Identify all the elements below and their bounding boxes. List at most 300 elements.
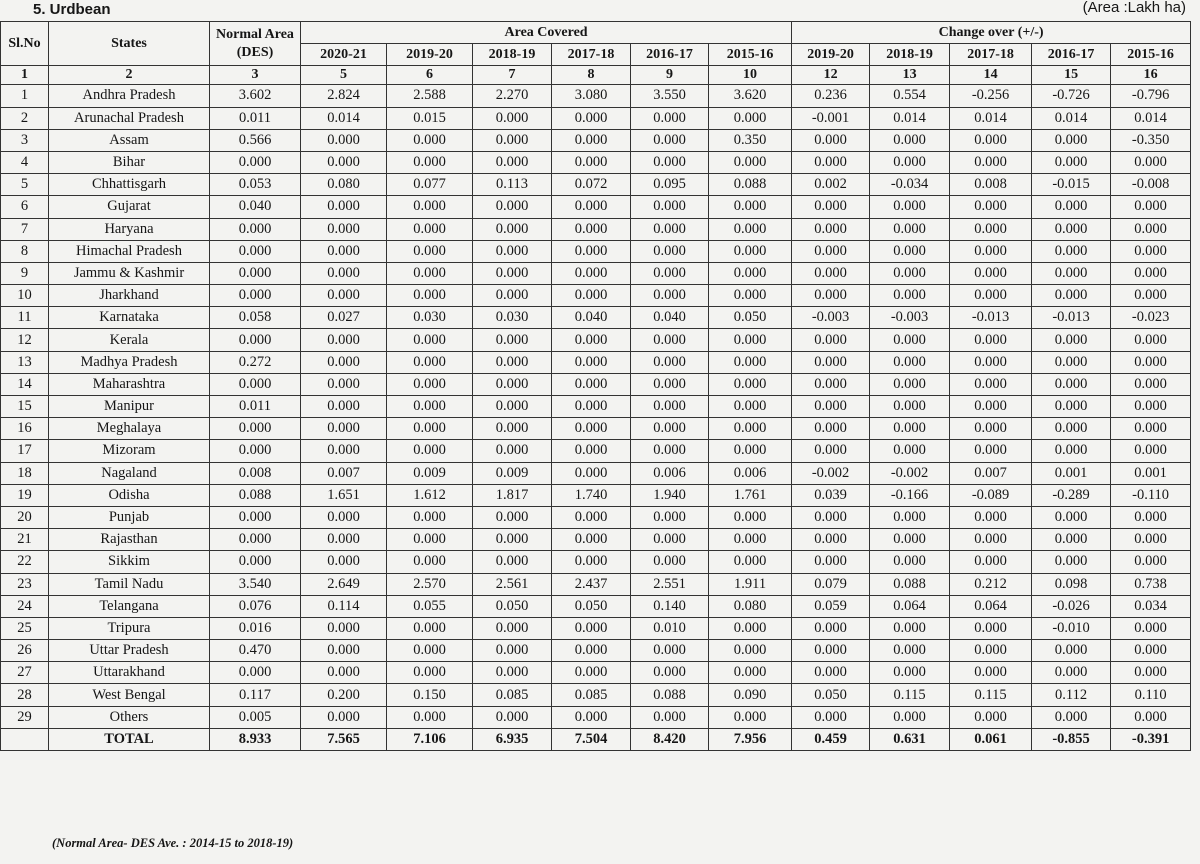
column-number: 3 (210, 66, 301, 85)
value-cell: 0.000 (1032, 373, 1111, 395)
value-cell: 0.000 (870, 506, 950, 528)
value-cell: 0.000 (950, 706, 1032, 728)
column-number: 2 (49, 66, 210, 85)
header-states: States (49, 22, 210, 66)
value-cell: 0.000 (1111, 706, 1191, 728)
value-cell: 0.000 (552, 329, 631, 351)
table-row (1, 285, 1191, 307)
value-cell: 0.000 (210, 440, 301, 462)
value-cell: 0.000 (631, 640, 709, 662)
value-cell: 0.000 (870, 240, 950, 262)
value-cell: 0.006 (631, 462, 709, 484)
footnote: (Normal Area- DES Ave. : 2014-15 to 2018-19) (52, 836, 294, 850)
header-change-year: 2015-16 (1111, 44, 1191, 66)
value-cell: 1.911 (709, 573, 792, 595)
sl-no-cell: 2 (1, 107, 49, 129)
value-cell: 0.000 (473, 662, 552, 684)
value-cell: 0.000 (552, 396, 631, 418)
value-cell: 0.000 (792, 196, 870, 218)
value-cell: 0.000 (631, 706, 709, 728)
value-cell: 0.000 (1111, 640, 1191, 662)
value-cell: 0.072 (552, 174, 631, 196)
value-cell: -0.002 (870, 462, 950, 484)
value-cell: 0.117 (210, 684, 301, 706)
value-cell: 0.000 (301, 196, 387, 218)
value-cell: 0.088 (631, 684, 709, 706)
value-cell: 0.000 (709, 706, 792, 728)
value-cell: 1.612 (387, 484, 473, 506)
value-cell: 0.007 (301, 462, 387, 484)
value-cell: 0.000 (473, 396, 552, 418)
value-cell: 0.000 (950, 240, 1032, 262)
value-cell: 0.000 (210, 529, 301, 551)
column-number: 14 (950, 66, 1032, 85)
value-cell: 0.007 (950, 462, 1032, 484)
state-name-cell: West Bengal (49, 684, 210, 706)
value-cell: 8.933 (210, 728, 301, 750)
value-cell: 0.076 (210, 595, 301, 617)
value-cell: 0.000 (473, 151, 552, 173)
value-cell: 0.000 (792, 351, 870, 373)
value-cell: 0.566 (210, 129, 301, 151)
header-area-year: 2020-21 (301, 44, 387, 66)
state-name-cell: Uttar Pradesh (49, 640, 210, 662)
value-cell: 0.000 (301, 529, 387, 551)
value-cell: 0.000 (631, 351, 709, 373)
value-cell: 0.000 (792, 617, 870, 639)
value-cell: 0.000 (387, 529, 473, 551)
value-cell: 0.000 (552, 262, 631, 284)
value-cell: -0.256 (950, 85, 1032, 107)
value-cell: 3.550 (631, 85, 709, 107)
value-cell: -0.026 (1032, 595, 1111, 617)
value-cell: 0.000 (950, 640, 1032, 662)
header-area-year: 2016-17 (631, 44, 709, 66)
sl-no-cell: 10 (1, 285, 49, 307)
header-change-year: 2018-19 (870, 44, 950, 66)
value-cell: 0.000 (552, 373, 631, 395)
value-cell: 2.570 (387, 573, 473, 595)
state-name-cell: Nagaland (49, 462, 210, 484)
value-cell: 0.000 (631, 418, 709, 440)
sl-no-cell: 18 (1, 462, 49, 484)
value-cell: 0.000 (301, 373, 387, 395)
value-cell: 0.000 (1032, 329, 1111, 351)
value-cell: 0.000 (792, 551, 870, 573)
value-cell: 0.000 (210, 506, 301, 528)
value-cell: 0.000 (792, 240, 870, 262)
value-cell: 0.000 (870, 329, 950, 351)
sl-no-cell: 12 (1, 329, 49, 351)
value-cell: 0.000 (709, 551, 792, 573)
value-cell: -0.089 (950, 484, 1032, 506)
value-cell: -0.010 (1032, 617, 1111, 639)
value-cell: -0.002 (792, 462, 870, 484)
sl-no-cell: 24 (1, 595, 49, 617)
table-row (1, 573, 1191, 595)
value-cell: 0.010 (631, 617, 709, 639)
state-name-cell: Manipur (49, 396, 210, 418)
value-cell: 0.459 (792, 728, 870, 750)
table-row (1, 85, 1191, 107)
value-cell: 0.000 (631, 329, 709, 351)
value-cell: 0.000 (210, 551, 301, 573)
value-cell: 0.000 (792, 151, 870, 173)
value-cell: 8.420 (631, 728, 709, 750)
value-cell: 0.000 (301, 218, 387, 240)
value-cell: 0.079 (792, 573, 870, 595)
value-cell: 0.061 (950, 728, 1032, 750)
value-cell: 0.000 (870, 262, 950, 284)
value-cell: 3.620 (709, 85, 792, 107)
value-cell: 0.000 (792, 218, 870, 240)
value-cell: 0.000 (1032, 285, 1111, 307)
section-title: 5. Urdbean (33, 1, 111, 18)
value-cell: 0.008 (210, 462, 301, 484)
value-cell: 0.000 (1032, 640, 1111, 662)
value-cell: 0.000 (1032, 351, 1111, 373)
header-area-year: 2017-18 (552, 44, 631, 66)
value-cell: 0.000 (473, 440, 552, 462)
value-cell: 0.053 (210, 174, 301, 196)
value-cell: 0.000 (870, 218, 950, 240)
sl-no-cell (1, 728, 49, 750)
value-cell: 0.000 (552, 617, 631, 639)
value-cell: 0.000 (1032, 196, 1111, 218)
value-cell: -0.008 (1111, 174, 1191, 196)
table-row (1, 218, 1191, 240)
value-cell: 0.000 (387, 151, 473, 173)
value-cell: 0.090 (709, 684, 792, 706)
value-cell: 0.000 (1111, 351, 1191, 373)
value-cell: 0.000 (631, 240, 709, 262)
value-cell: 0.000 (631, 440, 709, 462)
value-cell: 0.080 (709, 595, 792, 617)
value-cell: 0.000 (387, 129, 473, 151)
value-cell: 0.000 (387, 218, 473, 240)
header-change-over: Change over (+/-) (792, 22, 1191, 44)
value-cell: 0.000 (709, 262, 792, 284)
value-cell: 0.000 (870, 662, 950, 684)
value-cell: 0.000 (473, 329, 552, 351)
table-row (1, 706, 1191, 728)
state-name-cell: Telangana (49, 595, 210, 617)
value-cell: 0.000 (1032, 506, 1111, 528)
value-cell: 0.000 (210, 285, 301, 307)
table-row (1, 440, 1191, 462)
state-name-cell: Mizoram (49, 440, 210, 462)
value-cell: 0.000 (301, 662, 387, 684)
value-cell: 0.000 (1032, 418, 1111, 440)
value-cell: 0.000 (387, 418, 473, 440)
state-name-cell: Kerala (49, 329, 210, 351)
table-row (1, 684, 1191, 706)
value-cell: 0.000 (950, 373, 1032, 395)
value-cell: 7.956 (709, 728, 792, 750)
value-cell: 0.000 (387, 240, 473, 262)
value-cell: 0.000 (473, 351, 552, 373)
table-row (1, 174, 1191, 196)
value-cell: 0.011 (210, 107, 301, 129)
sl-no-cell: 9 (1, 262, 49, 284)
value-cell: 0.000 (552, 351, 631, 373)
value-cell: 0.000 (1111, 662, 1191, 684)
table-row (1, 373, 1191, 395)
state-name-cell: Karnataka (49, 307, 210, 329)
value-cell: 0.000 (301, 240, 387, 262)
header-change-year: 2016-17 (1032, 44, 1111, 66)
state-name-cell: Punjab (49, 506, 210, 528)
value-cell: 0.000 (950, 617, 1032, 639)
value-cell: 0.000 (792, 373, 870, 395)
value-cell: 0.114 (301, 595, 387, 617)
value-cell: 0.000 (473, 196, 552, 218)
value-cell: 3.602 (210, 85, 301, 107)
value-cell: 0.000 (870, 706, 950, 728)
sl-no-cell: 6 (1, 196, 49, 218)
sl-no-cell: 3 (1, 129, 49, 151)
value-cell: 0.030 (473, 307, 552, 329)
state-name-cell: Bihar (49, 151, 210, 173)
header-area-covered: Area Covered (301, 22, 792, 44)
state-name-cell: Gujarat (49, 196, 210, 218)
table-row (1, 617, 1191, 639)
value-cell: 0.000 (552, 196, 631, 218)
value-cell: 0.000 (1111, 262, 1191, 284)
value-cell: 0.000 (1032, 218, 1111, 240)
value-cell: 0.000 (301, 418, 387, 440)
sl-no-cell: 7 (1, 218, 49, 240)
value-cell: 0.000 (1111, 551, 1191, 573)
value-cell: 0.000 (950, 551, 1032, 573)
value-cell: 0.738 (1111, 573, 1191, 595)
value-cell: 0.000 (387, 706, 473, 728)
value-cell: -0.726 (1032, 85, 1111, 107)
sl-no-cell: 17 (1, 440, 49, 462)
table-row (1, 595, 1191, 617)
value-cell: 0.000 (792, 662, 870, 684)
value-cell: 0.000 (792, 506, 870, 528)
value-cell: 0.000 (950, 151, 1032, 173)
value-cell: 0.000 (709, 506, 792, 528)
sl-no-cell: 26 (1, 640, 49, 662)
value-cell: 0.112 (1032, 684, 1111, 706)
value-cell: 0.000 (709, 240, 792, 262)
value-cell: 3.540 (210, 573, 301, 595)
value-cell: 0.015 (387, 107, 473, 129)
value-cell: 0.000 (210, 240, 301, 262)
value-cell: 0.000 (301, 129, 387, 151)
value-cell: 0.000 (1111, 240, 1191, 262)
state-name-cell: Madhya Pradesh (49, 351, 210, 373)
value-cell: 0.000 (473, 529, 552, 551)
value-cell: 0.000 (1032, 240, 1111, 262)
value-cell: 0.000 (631, 373, 709, 395)
value-cell: 0.000 (552, 640, 631, 662)
table-row (1, 551, 1191, 573)
value-cell: 7.106 (387, 728, 473, 750)
value-cell: 1.940 (631, 484, 709, 506)
value-cell: 0.000 (473, 706, 552, 728)
value-cell: 0.064 (870, 595, 950, 617)
value-cell: 0.000 (631, 529, 709, 551)
value-cell: 0.000 (1111, 218, 1191, 240)
value-cell: 0.350 (709, 129, 792, 151)
column-number: 12 (792, 66, 870, 85)
column-number: 15 (1032, 66, 1111, 85)
state-name-cell: Odisha (49, 484, 210, 506)
sl-no-cell: 20 (1, 506, 49, 528)
column-number: 6 (387, 66, 473, 85)
value-cell: 0.000 (473, 418, 552, 440)
value-cell: 0.000 (950, 262, 1032, 284)
state-name-cell: Sikkim (49, 551, 210, 573)
value-cell: 1.740 (552, 484, 631, 506)
value-cell: 0.000 (709, 529, 792, 551)
value-cell: 0.000 (301, 706, 387, 728)
value-cell: 0.150 (387, 684, 473, 706)
value-cell: 0.470 (210, 640, 301, 662)
value-cell: 0.000 (387, 551, 473, 573)
value-cell: 0.000 (870, 129, 950, 151)
value-cell: 0.000 (210, 373, 301, 395)
value-cell: 0.000 (387, 396, 473, 418)
value-cell: 0.000 (1032, 396, 1111, 418)
value-cell: 0.000 (1111, 396, 1191, 418)
value-cell: 0.000 (870, 617, 950, 639)
state-name-cell: Chhattisgarh (49, 174, 210, 196)
value-cell: 0.554 (870, 85, 950, 107)
value-cell: 0.000 (709, 151, 792, 173)
value-cell: 0.000 (301, 329, 387, 351)
value-cell: 0.088 (709, 174, 792, 196)
value-cell: 0.000 (552, 218, 631, 240)
table-row (1, 462, 1191, 484)
header-change-year: 2019-20 (792, 44, 870, 66)
value-cell: 0.000 (870, 151, 950, 173)
value-cell: 0.000 (709, 218, 792, 240)
sl-no-cell: 4 (1, 151, 49, 173)
column-number: 8 (552, 66, 631, 85)
value-cell: -0.110 (1111, 484, 1191, 506)
value-cell: 0.000 (709, 617, 792, 639)
value-cell: 0.000 (210, 662, 301, 684)
urdbean-area-table (0, 21, 1191, 751)
value-cell: 0.009 (473, 462, 552, 484)
state-name-cell: Uttarakhand (49, 662, 210, 684)
sl-no-cell: 27 (1, 662, 49, 684)
value-cell: 0.000 (1111, 196, 1191, 218)
state-name-cell: Haryana (49, 218, 210, 240)
value-cell: 0.000 (792, 440, 870, 462)
value-cell: 0.000 (631, 218, 709, 240)
value-cell: 0.000 (709, 440, 792, 462)
value-cell: 0.006 (709, 462, 792, 484)
value-cell: 3.080 (552, 85, 631, 107)
value-cell: 0.000 (552, 662, 631, 684)
value-cell: 0.000 (1032, 706, 1111, 728)
table-row (1, 396, 1191, 418)
state-name-cell: Jharkhand (49, 285, 210, 307)
value-cell: 0.000 (792, 396, 870, 418)
sl-no-cell: 21 (1, 529, 49, 551)
value-cell: 0.000 (387, 262, 473, 284)
value-cell: 0.050 (709, 307, 792, 329)
value-cell: 0.000 (792, 706, 870, 728)
value-cell: 0.088 (870, 573, 950, 595)
column-number: 13 (870, 66, 950, 85)
value-cell: 0.000 (631, 506, 709, 528)
value-cell: 0.000 (1111, 506, 1191, 528)
table-row (1, 662, 1191, 684)
value-cell: 0.000 (387, 640, 473, 662)
value-cell: 2.824 (301, 85, 387, 107)
state-name-cell: Others (49, 706, 210, 728)
value-cell: 0.115 (950, 684, 1032, 706)
value-cell: 0.055 (387, 595, 473, 617)
value-cell: 0.140 (631, 595, 709, 617)
value-cell: 0.085 (552, 684, 631, 706)
value-cell: 0.001 (1032, 462, 1111, 484)
value-cell: 0.000 (301, 351, 387, 373)
value-cell: 0.000 (950, 196, 1032, 218)
value-cell: 0.000 (552, 285, 631, 307)
value-cell: 0.000 (552, 706, 631, 728)
value-cell: 0.000 (950, 418, 1032, 440)
value-cell: -0.289 (1032, 484, 1111, 506)
sl-no-cell: 14 (1, 373, 49, 395)
column-number: 9 (631, 66, 709, 85)
value-cell: 0.030 (387, 307, 473, 329)
value-cell: 0.000 (301, 640, 387, 662)
value-cell: 0.000 (709, 351, 792, 373)
value-cell: 0.000 (631, 107, 709, 129)
value-cell: 0.200 (301, 684, 387, 706)
value-cell: 0.000 (1111, 285, 1191, 307)
table-body (1, 85, 1191, 751)
table-row (1, 351, 1191, 373)
value-cell: 0.000 (387, 440, 473, 462)
value-cell: 0.000 (473, 285, 552, 307)
header-area-year: 2019-20 (387, 44, 473, 66)
unit-note: (Area :Lakh ha) (1082, 0, 1186, 16)
value-cell: 0.000 (792, 129, 870, 151)
value-cell: 0.040 (210, 196, 301, 218)
sl-no-cell: 22 (1, 551, 49, 573)
value-cell: 0.000 (631, 129, 709, 151)
value-cell: 0.000 (870, 351, 950, 373)
value-cell: 0.000 (792, 418, 870, 440)
value-cell: 0.000 (1032, 262, 1111, 284)
value-cell: 0.000 (552, 240, 631, 262)
value-cell: 0.000 (709, 640, 792, 662)
sl-no-cell: 29 (1, 706, 49, 728)
value-cell: 0.000 (950, 329, 1032, 351)
value-cell: -0.166 (870, 484, 950, 506)
value-cell: 0.000 (870, 529, 950, 551)
value-cell: 0.000 (870, 373, 950, 395)
value-cell: 2.561 (473, 573, 552, 595)
value-cell: -0.796 (1111, 85, 1191, 107)
value-cell: 2.270 (473, 85, 552, 107)
value-cell: 0.631 (870, 728, 950, 750)
table-row (1, 196, 1191, 218)
value-cell: 1.651 (301, 484, 387, 506)
value-cell: 0.000 (709, 373, 792, 395)
table-row (1, 129, 1191, 151)
value-cell: 0.000 (473, 373, 552, 395)
value-cell: 0.000 (301, 440, 387, 462)
